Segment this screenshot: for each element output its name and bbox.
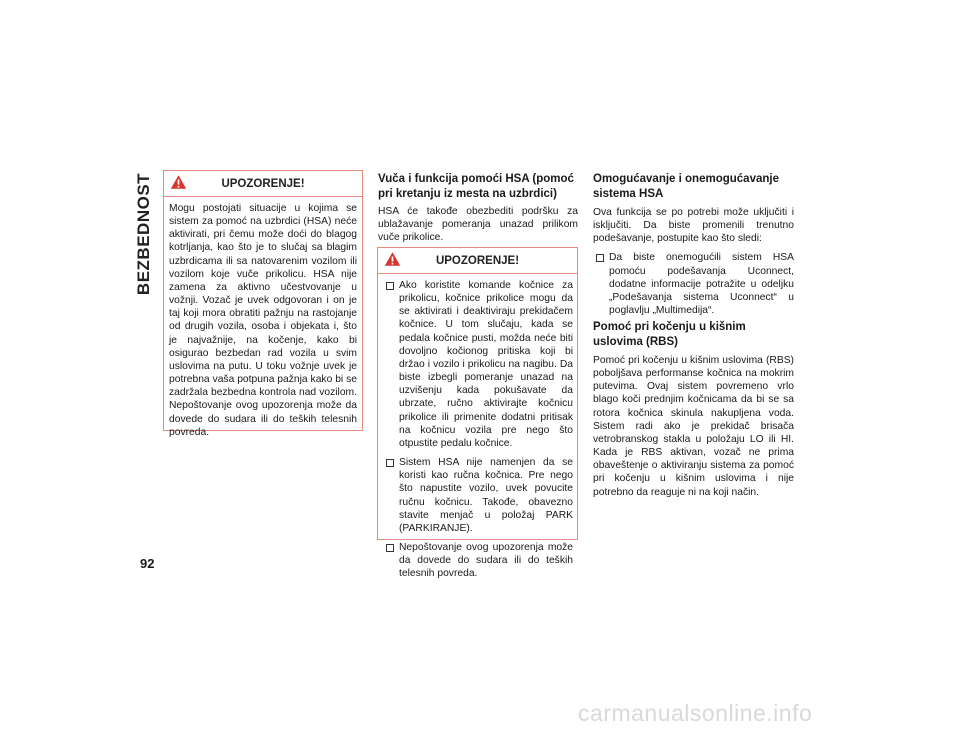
towing-hsa-heading: Vuča i funkcija pomoći HSA (pomoć pri kretanju iz mesta na uzbrdici) xyxy=(378,173,574,200)
hsa-enable-list xyxy=(593,251,794,317)
list-item-text: Da biste onemogućili sistem HSA pomoću podešavanja Uconnect, dodatne informacije potražite u odeljku „Podešavanja sistema Uconnect“ u poglavlju „Multimedija“. xyxy=(609,252,794,317)
checkbox-bullet-icon xyxy=(386,459,394,467)
left-warning-box xyxy=(163,170,363,438)
rbs-paragraph: Pomoć pri kočenju u kišnim uslovima (RBS) poboljšava performanse kočnica na mokrim putevima. Ovaj sistem povremeno vrlo blago koči prednjim kočnicama da bi se sa rotora kočnica skinula nakupljena voda. Sistem radi ako je prekidač brisača vetrobranskog stakla u položaju LO ili HI. Kada je RBS aktivan, vozač ne prima obaveštenje o aktiviranju sistema za pomoć pri kočenju u kišnim uslovima i nije potrebno da reaguje ni na koji način. xyxy=(593,355,794,498)
rbs-heading: Pomoć pri kočenju u kišnim uslovima (RBS) xyxy=(593,321,746,348)
list-item xyxy=(383,279,573,450)
checkbox-bullet-icon xyxy=(386,282,394,290)
middle-warning-box xyxy=(377,247,578,580)
towing-hsa-intro: HSA će takođe obezbediti podršku za ublažavanje pomeranja unazad prilikom vuče prikolice. xyxy=(378,206,578,244)
section-side-label xyxy=(130,170,158,298)
hsa-enable-paragraph: Ova funkcija se po potrebi može uključiti i isključiti. Da biste promenili trenutno podešavanje, postupite kao što sledi: xyxy=(593,207,794,245)
list-item xyxy=(593,251,794,317)
warning-triangle-icon xyxy=(170,174,187,190)
list-item-text: Ako koristite komande kočnice za prikolicu, kočnice prikolice mogu da se aktivirati i deaktiviraju prekidačem kočnice. U tom slučaju, kada se pedala kočnice pusti, možda neće biti dovoljno kočionog pritiska koji bi držao i vozilo i prikolicu na nagibu. Da biste izbegli pomeranje unazad na uzvišenju kada pokušavate da ubrzate, ručno aktivirajte kočnicu prikolice ili primenite dodatni pritisak na kočnicu vozila pre nego što otpustite pedalu kočnice. xyxy=(399,280,573,449)
hsa-enable-heading: Omogućavanje i onemogućavanje sistema HSA xyxy=(593,173,779,200)
list-item xyxy=(383,456,573,535)
warning-triangle-icon xyxy=(384,251,401,267)
middle-warning-list xyxy=(383,279,573,580)
left-warning-header xyxy=(164,171,362,197)
list-item xyxy=(383,541,573,580)
page-number: 92 xyxy=(140,556,155,571)
watermark: carmanualsonline.info xyxy=(578,700,813,726)
middle-warning-header xyxy=(378,248,577,274)
checkbox-bullet-icon xyxy=(596,254,604,262)
list-item-text: Sistem HSA nije namenjen da se koristi kao ručna kočnica. Pre nego što napustite vozilo, uvek povucite ručnu kočnicu. Takođe, obavezno stavite menjač u položaj PARK (PARKIRANJE). xyxy=(399,457,573,534)
left-warning-text: Mogu postojati situacije u kojima se sistem za pomoć na uzbrdici (HSA) neće aktivirati, pri čemu može doći do blagog kotrljanja, kao što je to slučaj sa blagim uzbrdicama ili sa natovarenim vozilom ili vozilom koje vuče prikolicu. HSA nije zamena za aktivno učestvovanje u vožnji. Vozač je uvek odgovoran i on je taj koji mora obratiti pažnju na rastojanje od drugih vozila, osoba i objekata i, što je najvažnije, na kočenje, kako bi osigurao bezbedan rad vozila u svim uslovima na putu. U toku vožnje uvek je potrebna vaša potpuna pažnja kako bi se zadržala bezbedna kontrola nad vozilom. Nepoštovanje ovog upozorenja može da dovede do sudara ili do teških telesnih povreda. xyxy=(169,203,357,438)
checkbox-bullet-icon xyxy=(386,544,394,552)
section-side-label-text: BEZBEDNOST xyxy=(134,172,153,296)
middle-warning-title: UPOZORENJE! xyxy=(435,254,520,267)
left-warning-title: UPOZORENJE! xyxy=(221,177,305,190)
list-item-text: Nepoštovanje ovog upozorenja može da dovede do sudara ili do teških telesnih povreda. xyxy=(399,541,573,580)
